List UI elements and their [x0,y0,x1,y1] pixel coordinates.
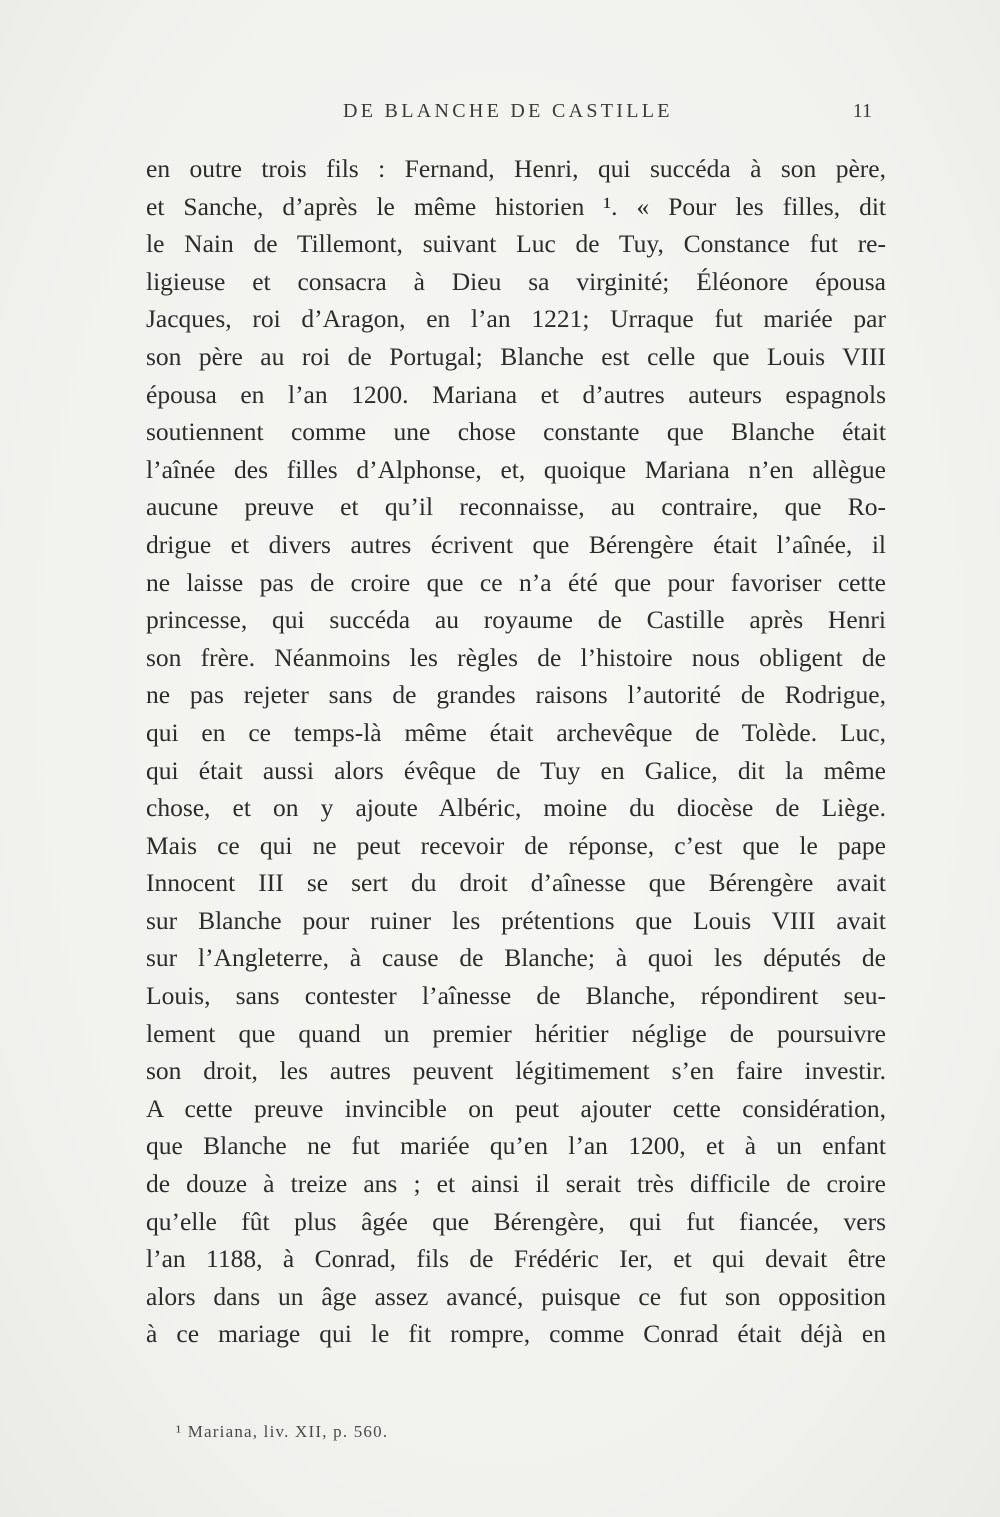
text-line: et Sanche, d’après le même historien ¹. « Pour les filles, dit [146,191,886,221]
text-line: aucune preuve et qu’il reconnaisse, au contraire, que Ro- [146,492,886,522]
text-line: à ce mariage qui le fit rompre, comme Conrad était déjà en [146,1319,886,1349]
text-line: drigue et divers autres écrivent que Bérengère était l’aînée, il [146,529,886,559]
text-line: Louis, sans contester l’aînesse de Blanche, répondirent seu- [146,981,886,1011]
text-line: sur l’Angleterre, à cause de Blanche; à quoi les députés de [146,943,886,973]
text-line: que Blanche ne fut mariée qu’en l’an 1200, et à un enfant [146,1131,886,1161]
text-line: épousa en l’an 1200. Mariana et d’autres auteurs espagnols [146,379,886,409]
text-line: A cette preuve invincible on peut ajouter cette considération, [146,1093,886,1123]
text-line: le Nain de Tillemont, suivant Luc de Tuy, Constance fut re- [146,229,886,259]
text-line: l’aînée des filles d’Alphonse, et, quoique Mariana n’en allègue [146,454,886,484]
text-line: qui était aussi alors évêque de Tuy en Galice, dit la même [146,755,886,785]
footnote: ¹ Mariana, liv. XII, p. 560. [176,1422,389,1441]
running-title: DE BLANCHE DE CASTILLE [343,100,673,122]
text-line: lement que quand un premier héritier néglige de poursuivre [146,1018,886,1048]
running-header [145,100,880,130]
text-line: Mais ce qui ne peut recevoir de réponse, c’est que le pape [146,830,886,860]
text-line: ligieuse et consacra à Dieu sa virginité; Éléonore épousa [146,266,886,296]
text-line: qui en ce temps-là même était archevêque de Tolède. Luc, [146,717,886,747]
text-line: en outre trois fils : Fernand, Henri, qui succéda à son père, [146,154,886,183]
text-line: alors dans un âge assez avancé, puisque ce fut son opposition [146,1281,886,1311]
page-number: 11 [852,100,872,122]
text-line: Innocent III se sert du droit d’aînesse que Bérengère avait [146,868,886,898]
text-line: ne pas rejeter sans de grandes raisons l’autorité de Rodrigue, [146,680,886,710]
text-line: de douze à treize ans ; et ainsi il serait très difficile de croire [146,1169,886,1199]
text-line: ne laisse pas de croire que ce n’a été que pour favoriser cette [146,567,886,597]
text-line: soutiennent comme une chose constante que Blanche était [146,417,886,447]
text-line: l’an 1188, à Conrad, fils de Frédéric Ier, et qui devait être [146,1244,886,1274]
text-line: princesse, qui succéda au royaume de Castille après Henri [146,605,886,635]
text-line: chose, et on y ajoute Albéric, moine du diocèse de Liège. [146,793,886,823]
text-line: Jacques, roi d’Aragon, en l’an 1221; Urraque fut mariée par [146,304,886,334]
text-line: qu’elle fût plus âgée que Bérengère, qui fut fiancée, vers [146,1206,886,1236]
text-line: son droit, les autres peuvent légitimement s’en faire investir. [146,1056,886,1086]
text-line: son père au roi de Portugal; Blanche est celle que Louis VIII [146,341,886,371]
text-line: sur Blanche pour ruiner les prétentions que Louis VIII avait [146,905,886,935]
text-line: son frère. Néanmoins les règles de l’histoire nous obligent de [146,642,886,672]
body-text [146,150,886,1353]
